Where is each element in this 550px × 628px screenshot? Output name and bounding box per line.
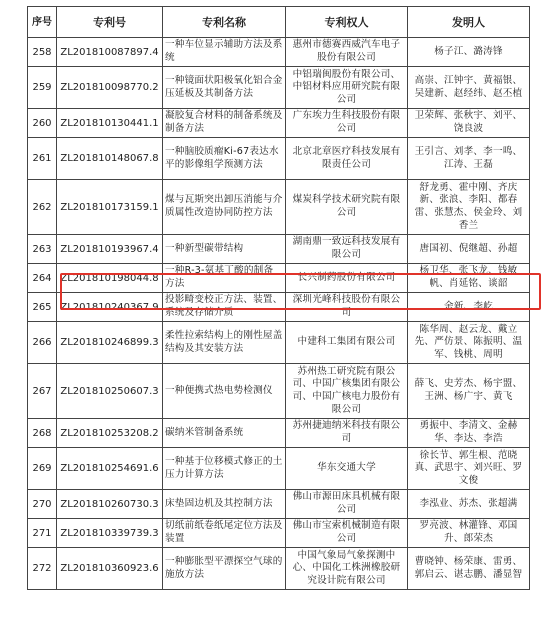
header-name: 专利名称 — [163, 7, 286, 38]
patent-name-cell: 凝胶复合材料的制备系统及制备方法 — [163, 109, 286, 138]
owner-cell: 煤炭科学技术研究院有限公司 — [286, 180, 408, 235]
patent-name-cell: 一种镜面状阳极氧化铝合金压延板及其制备方法 — [163, 67, 286, 109]
header-owner: 专利权人 — [286, 7, 408, 38]
inventors-cell: 王引言、刘孝、李一鸣、江涛、王磊 — [408, 138, 530, 180]
table-row — [28, 109, 530, 138]
header-patent-no: 专利号 — [57, 7, 163, 38]
table-row — [28, 235, 530, 264]
table-row — [28, 364, 530, 419]
owner-cell: 苏州热工研究院有限公司、中国广核集团有限公司、中国广核电力股份有限公司 — [286, 364, 408, 419]
seq-cell: 267 — [28, 364, 57, 419]
seq-cell: 265 — [28, 293, 57, 322]
patent-no-cell: ZL201810339739.3 — [57, 519, 163, 548]
owner-cell: 华东交通大学 — [286, 448, 408, 490]
owner-cell: 惠州市德赛西威汽车电子股份有限公司 — [286, 38, 408, 67]
patent-no-cell: ZL201810246899.3 — [57, 322, 163, 364]
patent-no-cell: ZL201810198044.8 — [57, 264, 163, 293]
seq-cell: 260 — [28, 109, 57, 138]
inventors-cell: 薛飞、史芳杰、杨宇盟、王洲、杨广宇、黄飞 — [408, 364, 530, 419]
patent-name-cell: 投影畸变校正方法、装置、系统及存储介质 — [163, 293, 286, 322]
seq-cell: 262 — [28, 180, 57, 235]
table-row — [28, 180, 530, 235]
patent-no-cell: ZL201810148067.8 — [57, 138, 163, 180]
patent-name-cell: 一种膨胀型平漂探空气球的施放方法 — [163, 548, 286, 590]
patent-no-cell: ZL201810240367.9 — [57, 293, 163, 322]
inventors-cell: 陈华周、赵云龙、戴立先、严仿景、陈振明、温军、钱桃、周明 — [408, 322, 530, 364]
patent-name-cell: 一种脑胶质瘤Ki-67表达水平的影像组学预测方法 — [163, 138, 286, 180]
owner-cell: 广东埃力生科技股份有限公司 — [286, 109, 408, 138]
table-row — [28, 138, 530, 180]
seq-cell: 263 — [28, 235, 57, 264]
inventors-cell: 李泓业、苏杰、张超满 — [408, 490, 530, 519]
patent-name-cell: 柔性拉索结构上的刚性屋盖结构及其安装方法 — [163, 322, 286, 364]
owner-cell: 深圳光峰科技股份有限公司 — [286, 293, 408, 322]
patent-name-cell: 煤与瓦斯突出卸压消能与介质属性改造协同防控方法 — [163, 180, 286, 235]
patent-name-cell: 一种R-3-氨基丁酸的制备方法 — [163, 264, 286, 293]
patent-no-cell: ZL201810098770.2 — [57, 67, 163, 109]
seq-cell: 259 — [28, 67, 57, 109]
patent-no-cell: ZL201810173159.1 — [57, 180, 163, 235]
patent-no-cell: ZL201810254691.6 — [57, 448, 163, 490]
patent-no-cell: ZL201810087897.4 — [57, 38, 163, 67]
patent-no-cell: ZL201810260730.3 — [57, 490, 163, 519]
table-row — [28, 38, 530, 67]
table-row — [28, 519, 530, 548]
owner-cell: 北京北章医疗科技发展有限责任公司 — [286, 138, 408, 180]
table-row — [28, 419, 530, 448]
owner-cell: 佛山市宝索机械制造有限公司 — [286, 519, 408, 548]
owner-cell: 中铝瑞闽股份有限公司、中铝材料应用研究院有限公司 — [286, 67, 408, 109]
table-row — [28, 490, 530, 519]
patent-name-cell: 一种车位显示辅助方法及系统 — [163, 38, 286, 67]
seq-cell: 266 — [28, 322, 57, 364]
patent-no-cell: ZL201810193967.4 — [57, 235, 163, 264]
owner-cell: 佛山市源田床具机械有限公司 — [286, 490, 408, 519]
inventors-cell: 卫荣辉、张秋宇、刘平、饶良波 — [408, 109, 530, 138]
seq-cell: 268 — [28, 419, 57, 448]
table-row — [28, 293, 530, 322]
patent-no-cell: ZL201810360923.6 — [57, 548, 163, 590]
inventors-cell: 舒龙勇、霍中刚、齐庆新、张浪、李阳、都春雷、张慧杰、侯金玲、刘香兰 — [408, 180, 530, 235]
patent-no-cell: ZL201810253208.2 — [57, 419, 163, 448]
patent-name-cell: 一种便携式热电势检测仪 — [163, 364, 286, 419]
patent-no-cell: ZL201810250607.3 — [57, 364, 163, 419]
inventors-cell: 徐长节、郭生根、范晓真、武思宇、刘兴旺、罗文俊 — [408, 448, 530, 490]
seq-cell: 270 — [28, 490, 57, 519]
inventors-cell: 罗亮波、林灌锋、邓国升、郎荣杰 — [408, 519, 530, 548]
seq-cell: 264 — [28, 264, 57, 293]
header-row — [28, 7, 530, 38]
patent-name-cell: 一种新型碳带结构 — [163, 235, 286, 264]
seq-cell: 269 — [28, 448, 57, 490]
seq-cell: 258 — [28, 38, 57, 67]
inventors-cell: 余新、李屹 — [408, 293, 530, 322]
seq-cell: 261 — [28, 138, 57, 180]
inventors-cell: 勇振中、李清文、金赫华、李达、李浩 — [408, 419, 530, 448]
seq-cell: 272 — [28, 548, 57, 590]
patent-name-cell: 床垫固边机及其控制方法 — [163, 490, 286, 519]
inventors-cell: 杨子江、潞涛锋 — [408, 38, 530, 67]
patent-name-cell: 一种基于位移模式修正的土压力计算方法 — [163, 448, 286, 490]
patent-no-cell: ZL201810130441.1 — [57, 109, 163, 138]
header-seq: 序号 — [28, 7, 57, 38]
owner-cell: 中建科工集团有限公司 — [286, 322, 408, 364]
table-row — [28, 548, 530, 590]
owner-cell: 长兴制药股份有限公司 — [286, 264, 408, 293]
owner-cell: 苏州捷迪纳米科技有限公司 — [286, 419, 408, 448]
inventors-cell: 曹晓钟、杨荣康、雷勇、郭启云、谌志鹏、潘显智 — [408, 548, 530, 590]
inventors-cell: 杨卫华、张飞龙、钱敏帆、肖延铭、谈韶 — [408, 264, 530, 293]
seq-cell: 271 — [28, 519, 57, 548]
patent-table — [27, 6, 530, 590]
table-row — [28, 67, 530, 109]
inventors-cell: 高崇、江钟宇、黄福银、吴建新、赵经纬、赵丕植 — [408, 67, 530, 109]
patent-table-document — [27, 6, 529, 590]
table-row — [28, 448, 530, 490]
inventors-cell: 唐国初、倪继超、孙超 — [408, 235, 530, 264]
header-inventors: 发明人 — [408, 7, 530, 38]
patent-name-cell: 切纸前纸卷纸尾定位方法及装置 — [163, 519, 286, 548]
owner-cell: 中国气象局气象探测中心、中国化工株洲橡胶研究设计院有限公司 — [286, 548, 408, 590]
patent-name-cell: 碳纳米管制备系统 — [163, 419, 286, 448]
owner-cell: 湖南鼎一致远科技发展有限公司 — [286, 235, 408, 264]
table-row — [28, 264, 530, 293]
table-row — [28, 322, 530, 364]
